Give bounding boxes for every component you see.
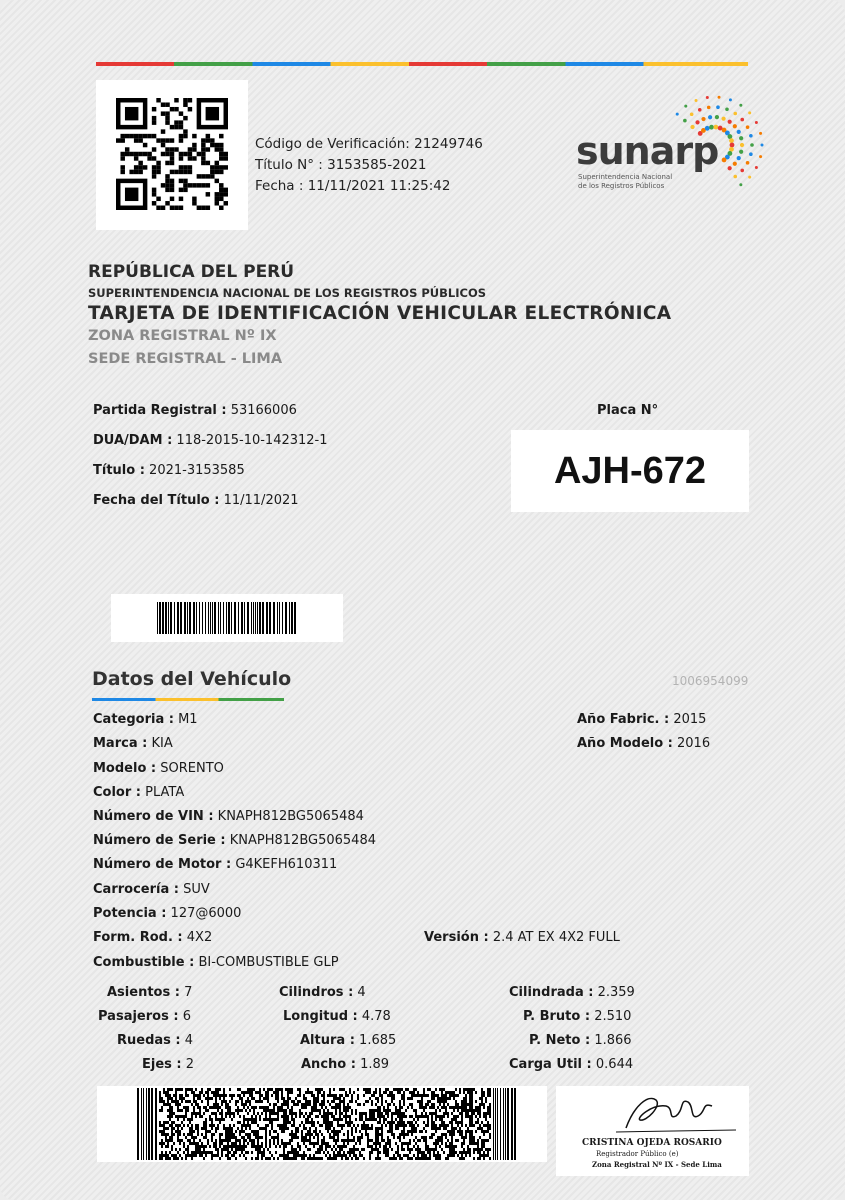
pasajeros-row xyxy=(98,1009,191,1024)
version-value: 2.4 AT EX 4X2 FULL xyxy=(492,930,620,945)
pneto-label: P. Neto : xyxy=(529,1033,591,1048)
color-label: Color : xyxy=(93,785,141,800)
asientos-row xyxy=(107,985,192,1000)
carroceria-value: SUV xyxy=(183,882,210,897)
partida-value: 53166006 xyxy=(230,403,297,418)
section-underline xyxy=(92,698,284,701)
motor-value: G4KEFH610311 xyxy=(235,857,338,872)
version-row xyxy=(424,930,620,945)
titulo-value: 2021-3153585 xyxy=(149,463,245,478)
ruedas-row xyxy=(117,1033,193,1048)
altura-row xyxy=(300,1033,396,1048)
formrod-value: 4X2 xyxy=(186,930,213,945)
pasajeros-value: 6 xyxy=(182,1009,191,1024)
cilindrada-value: 2.359 xyxy=(597,985,635,1000)
potencia-row xyxy=(93,906,241,921)
marca-label: Marca : xyxy=(93,736,148,751)
pneto-value: 1.866 xyxy=(594,1033,632,1048)
formrod-row xyxy=(93,930,212,945)
signer-name: CRISTINA OJEDA ROSARIO xyxy=(582,1138,722,1148)
motor-label: Número de Motor : xyxy=(93,857,232,872)
signer-role: Registrador Público (e) xyxy=(596,1150,679,1158)
titulo-label: Título : xyxy=(93,463,145,478)
marca-row xyxy=(93,736,173,751)
potencia-value: 127@6000 xyxy=(170,906,242,921)
dua-label: DUA/DAM : xyxy=(93,433,173,448)
cilindrada-row xyxy=(509,985,635,1000)
zona-registral: ZONA REGISTRAL Nº IX xyxy=(88,328,277,344)
partida-label: Partida Registral : xyxy=(93,403,227,418)
modelo-value: SORENTO xyxy=(160,761,224,776)
signature-block xyxy=(556,1086,749,1176)
carga-row xyxy=(509,1057,633,1072)
vin-value: KNAPH812BG5065484 xyxy=(217,809,364,824)
pdf417-barcode-icon xyxy=(137,1088,517,1160)
asientos-label: Asientos : xyxy=(107,985,180,1000)
ruedas-label: Ruedas : xyxy=(117,1033,181,1048)
document-number: 1006954099 xyxy=(672,674,749,688)
ancho-label: Ancho : xyxy=(301,1057,356,1072)
vin-row xyxy=(93,809,364,824)
cilindros-row xyxy=(279,985,366,1000)
longitud-value: 4.78 xyxy=(361,1009,391,1024)
categoria-label: Categoria : xyxy=(93,712,174,727)
pneto-row xyxy=(529,1033,632,1048)
carga-value: 0.644 xyxy=(595,1057,634,1072)
titulo-row xyxy=(93,463,245,478)
placa-label: Placa N° xyxy=(597,403,659,418)
logo-wordmark: sunarp xyxy=(576,129,719,173)
placa-value: AJH-672 xyxy=(553,449,707,492)
categoria-value: M1 xyxy=(178,712,198,727)
fecha-titulo-row xyxy=(93,493,299,508)
ancho-row xyxy=(301,1057,389,1072)
verification-code: Código de Verificación: 21249746 xyxy=(255,136,483,152)
barcode-icon xyxy=(157,602,297,634)
motor-row xyxy=(93,857,337,872)
formrod-label: Form. Rod. : xyxy=(93,930,183,945)
logo-subtitle-1: Superintendencia Nacional xyxy=(578,173,673,181)
modelo-row xyxy=(93,761,224,776)
potencia-label: Potencia : xyxy=(93,906,167,921)
color-row xyxy=(93,785,184,800)
longitud-label: Longitud : xyxy=(283,1009,358,1024)
anomod-value: 2016 xyxy=(677,736,711,751)
sunarp-logo xyxy=(574,95,764,205)
anomod-row xyxy=(577,736,710,751)
fecha-titulo-value: 11/11/2021 xyxy=(223,493,299,508)
cilindrada-label: Cilindrada : xyxy=(509,985,594,1000)
modelo-label: Modelo : xyxy=(93,761,157,776)
vin-label: Número de VIN : xyxy=(93,809,214,824)
categoria-row xyxy=(93,712,198,727)
republic-heading: REPÚBLICA DEL PERÚ xyxy=(88,262,295,282)
placa-box xyxy=(511,430,749,512)
title-number: Título N° : 3153585-2021 xyxy=(255,157,427,173)
combustible-value: BI-COMBUSTIBLE GLP xyxy=(198,955,339,970)
serie-value: KNAPH812BG5065484 xyxy=(229,833,376,848)
qr-code-box xyxy=(96,80,248,230)
logo-subtitle-2: de los Registros Públicos xyxy=(578,182,665,190)
marca-value: KIA xyxy=(151,736,173,751)
combustible-label: Combustible : xyxy=(93,955,195,970)
ancho-value: 1.89 xyxy=(360,1057,390,1072)
pbruto-value: 2.510 xyxy=(594,1009,632,1024)
anofab-label: Año Fabric. : xyxy=(577,712,670,727)
anofab-value: 2015 xyxy=(673,712,707,727)
cilindros-label: Cilindros : xyxy=(279,985,354,1000)
signature-icon xyxy=(556,1086,749,1142)
signer-zone: Zona Registral Nº IX - Sede Lima xyxy=(592,1160,722,1169)
carroceria-label: Carrocería : xyxy=(93,882,179,897)
section-title: Datos del Vehículo xyxy=(92,668,292,690)
verification-block xyxy=(255,134,483,197)
small-barcode-box xyxy=(111,594,343,642)
pbruto-row xyxy=(523,1009,631,1024)
version-label: Versión : xyxy=(424,930,489,945)
ruedas-value: 4 xyxy=(184,1033,194,1048)
dua-value: 118-2015-10-142312-1 xyxy=(176,433,328,448)
large-barcode-box xyxy=(97,1086,547,1162)
color-stripe xyxy=(96,62,748,66)
logo-subtitle xyxy=(578,173,688,191)
anofab-row xyxy=(577,712,706,727)
pbruto-label: P. Bruto : xyxy=(523,1009,591,1024)
serie-row xyxy=(93,833,376,848)
asientos-value: 7 xyxy=(184,985,193,1000)
ejes-label: Ejes : xyxy=(142,1057,182,1072)
carroceria-row xyxy=(93,882,210,897)
fecha-titulo-label: Fecha del Título : xyxy=(93,493,220,508)
carga-label: Carga Util : xyxy=(509,1057,592,1072)
partida-row xyxy=(93,403,297,418)
sede-registral: SEDE REGISTRAL - LIMA xyxy=(88,351,283,367)
serie-label: Número de Serie : xyxy=(93,833,226,848)
combustible-row xyxy=(93,955,339,970)
anomod-label: Año Modelo : xyxy=(577,736,673,751)
longitud-row xyxy=(283,1009,391,1024)
issue-date: Fecha : 11/11/2021 11:25:42 xyxy=(255,178,451,194)
dua-row xyxy=(93,433,328,448)
ejes-row xyxy=(142,1057,194,1072)
cilindros-value: 4 xyxy=(357,985,366,1000)
altura-value: 1.685 xyxy=(359,1033,397,1048)
institution-heading: SUPERINTENDENCIA NACIONAL DE LOS REGISTROS PÚBLICOS xyxy=(88,286,487,300)
color-value: PLATA xyxy=(145,785,185,800)
qr-code-icon xyxy=(116,98,228,210)
document-title: TARJETA DE IDENTIFICACIÓN VEHICULAR ELECTRÓNICA xyxy=(88,303,672,324)
altura-label: Altura : xyxy=(300,1033,355,1048)
ejes-value: 2 xyxy=(185,1057,195,1072)
pasajeros-label: Pasajeros : xyxy=(98,1009,179,1024)
